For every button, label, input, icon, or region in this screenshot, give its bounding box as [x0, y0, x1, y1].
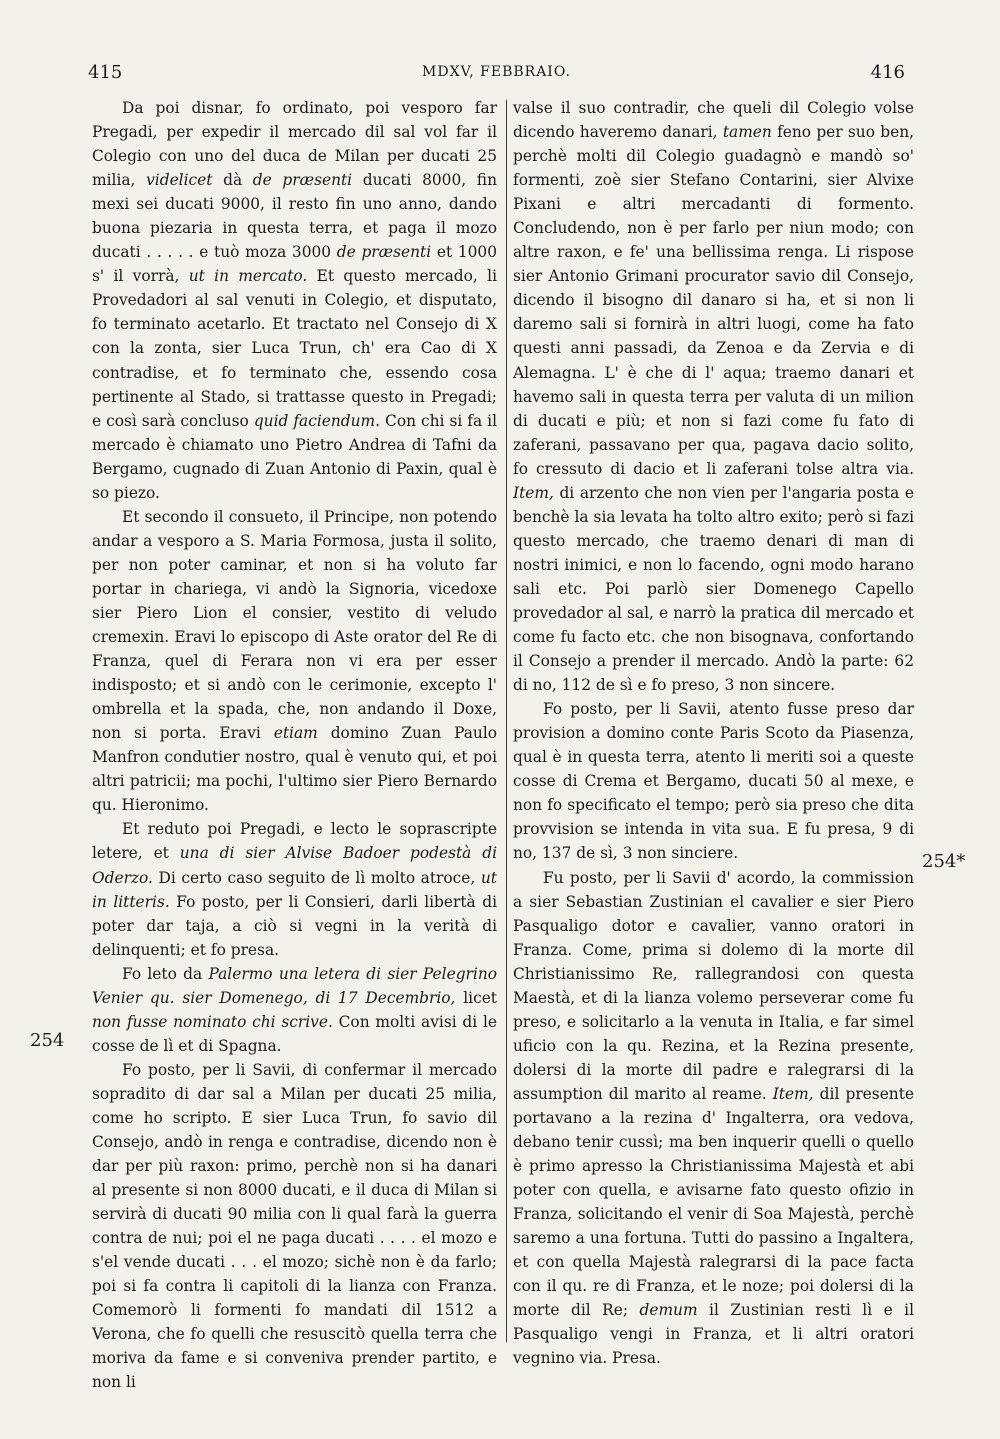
text-run: Fo leto da: [122, 964, 209, 983]
text-run: Et reduto poi Pregadi, e lecto le soprascripte letere, et: [92, 820, 497, 863]
text-run: et 1000 s' il vorrà,: [92, 243, 497, 286]
text-run: Di certo caso seguito de lì molto atroce,: [152, 868, 481, 887]
margin-note-right: 254*: [922, 851, 966, 872]
paragraph: [513, 697, 914, 865]
text-run: il Zustinian resti lì e il Pasqualigo vengi in Franza, et li altri oratori vegnino via. Presa.: [513, 1301, 915, 1368]
text-run: Fo posto, per li Consieri, darli libertà di poter dar taja, a ciò si vegni in la verità di delinquenti; et fo presa.: [92, 892, 497, 959]
italic-text: una di sier Alvise Badoer podestà di Oderzo.: [92, 844, 497, 887]
page-number-left: 415: [88, 62, 123, 83]
paragraph: [92, 96, 497, 505]
text-run: domino Zuan Paulo Manfron condutier nostro, qual è venuto qui, et poi altri patricii; ma pochi, l'ultimo sier Piero Bernardo qu. Hieronimo.: [92, 724, 498, 815]
italic-text: videlicet: [146, 171, 213, 190]
text-run: Et secondo il consueto, il Principe, non potendo andar a vesporo a S. Maria Formosa, justa il solito, per non poter caminar, et non si ha voluto far portar in chariega, vi andò la Signoria, vicedoxe sier Piero Lion el consier, vestito di veludo cremexin. Eravi lo episcopo di Aste orator del Re di Franza, quel di Ferara non vi era per esser indisposto; et si andò con le cerimonie, excepto l' ombrella et la spada, che, non andando il Doxe, non si porta. Eravi: [92, 507, 497, 743]
column-divider: [506, 100, 507, 1342]
margin-note-left: 254: [30, 1030, 65, 1051]
text-run: Con molti avisi di le cosse de lì et di Spagna.: [92, 1012, 497, 1055]
text-run: feno per suo ben, perchè molti dil Colegio guadagnò e mandò so' formenti, zoè sier Stefano Contarini, sier Alvixe Pixani e altri mercadanti di formento. Concludendo, non è per farlo per niun modo; con altre raxon, e fe' una bellissima renga. Li rispose sier Antonio Grimani procurator savio dil Consejo, dicendo il bisogno dil danaro si ha, et si non li daremo sali si fornirà in altri luogi, come ha fato questi anni passadi, da Zenoa e da Zervia e di Alemagna. L' è che di l' aqua; traemo danari et havemo sali in questa terra per valuta di un milion di ducati e più; et non si fazi come fu fato di zaferani, passavano per qua, pagava dacio solito, fo cressuto di dacio et li zaferani tolse altra via.: [513, 123, 914, 478]
text-run: ducati 8000, fin mexi sei ducati 9000, il resto fin uno anno, dando buona piezaria in questa terra, et paga il mozo ducati . . . . . e tuò moza 3000: [92, 171, 497, 262]
text-run: Fo posto, per li Savii, di confermar il mercado sopradito di dar sal a Milan per ducati 25 milia, come ho scripto. E sier Luca Trun, fo savio dil Consejo, andò in renga e contradise, dicendo non è dar per più raxon: primo, perchè non si ha danari al presente si non 8000 ducati, e il duca di Milan si servirà di ducati 90 milia con li qual farà la guerra contra de nui; poi el ne paga ducati . . . . el mozo e s'el vende ducati . . . el mozo; sichè non è da farlo; poi si fa contra li capitoli di la lianza con Franza. Comemorò li formenti fo mandati dil 1512 a Verona, che fo quelli che resuscitò quella terra che moriva da fame e si conveniva prender partito, e non li: [92, 1060, 497, 1392]
paragraph: [92, 1058, 497, 1395]
left-column: [92, 96, 497, 1395]
italic-text: Item,: [772, 1084, 814, 1103]
text-run: dà: [212, 171, 253, 190]
italic-text: tamen: [722, 123, 772, 142]
text-run: licet: [455, 988, 497, 1007]
italic-text: demum: [639, 1301, 698, 1320]
page-header: [88, 62, 905, 86]
text-run: Et questo mercado, li Provedadori al sal venuti in Colegio, et disputato, fo terminato acetarlo. Et tractato nel Consejo di X con la zonta, sier Luca Trun, ch' era Cao di X contradise, et fo terminato che, essendo cosa pertinente al Stado, si trattasse questo in Pregadi; e così sarà concluso: [92, 267, 497, 430]
text-run: Con chi si fa il mercado è chiamato uno Pietro Andrea di Tafni da Bergamo, cugnado di Zuan Antonio di Paxin, qual è so piezo.: [92, 411, 497, 502]
paragraph: [92, 817, 497, 961]
text-run: Fo posto, per li Savii, atento fusse preso dar provision a domino conte Paris Scoto da Piasenza, qual è in questa terra, atento li meriti soi a queste cosse di Crema et Bergamo, ducati 50 al mexe, e non fo specificato el tempo; però sia preso che dita provvision se intenda in vita sua. E fu presa, 9 di no, 137 de sì, 3 non sinciere.: [513, 700, 914, 863]
text-run: valse il suo contradir, che queli dil Colegio volse dicendo haveremo danari,: [513, 99, 914, 142]
italic-text: etiam: [273, 724, 318, 743]
text-run: di arzento che non vien per l'angaria posta e benchè la sia levata ha tolto altro exito; però si fazi questo mercado, che traemo denari di man di nostri inimici, e non lo facendo, ogni modo harano sali etc. Poi parlò sier Domenego Capello provedador al sal, e narrò la pratica dil mercado et come fu facto etc. che non bisognava, confortando il Consejo a prender il mercado. Andò la parte: 62 di no, 112 de sì e fo preso, 3 non sincere.: [513, 483, 914, 695]
italic-text: ut in mercato.: [188, 267, 308, 286]
italic-text: de præsenti: [252, 171, 353, 190]
paragraph: [513, 96, 914, 697]
italic-text: Palermo una letera di sier Pelegrino Venier qu. sier Domenego, di 17 Decembrio,: [92, 964, 497, 1007]
paragraph: [92, 962, 497, 1058]
page-number-right: 416: [870, 62, 905, 83]
paragraph: [513, 866, 914, 1371]
italic-text: ut in litteris.: [92, 868, 497, 911]
paragraph: [92, 505, 497, 818]
italic-text: de præsenti: [336, 243, 432, 262]
italic-text: non fusse nominato chi scrive.: [92, 1012, 333, 1031]
text-run: Da poi disnar, fo ordinato, poi vesporo far Pregadi, per expedir il mercado dil sal vol far il Colegio con uno del duca de Milan per ducati 25 milia,: [92, 99, 497, 190]
italic-text: Item,: [513, 483, 554, 502]
italic-text: quid faciendum.: [253, 411, 381, 430]
right-column: [513, 96, 914, 1370]
text-run: dil presente portavano a la rezina d' Ingalterra, ora vedova, debano tenir cussì; ma ben inquerir quelli o quello è primo apresso la Christianissima Majestà et abi poter con quella, e avisarne fato questo ofizio in Franza, solicitando el venir di Soa Majestà, perchè saremo a una fortuna. Tutti do passino a Ingaltera, et con quella Majestà ralegrarsi di la pace facta con il qu. re di Franza, et le noze; poi dolersi di la morte dil Re;: [513, 1084, 915, 1320]
text-run: Fu posto, per li Savii d' acordo, la commission a sier Sebastian Zustinian el cavalier e sier Piero Pasqualigo dotor e cavalier, vanno oratori in Franza. Come, prima si dolemo di la morte dil Christianissimo Re, rallegrandosi con questa Maestà, et di la lianza volemo perseverar come fu preso, e solicitarlo a la venuta in Italia, e far simel uficio con la qu. Rezina, et la Rezina presente, dolersi di la morte dil padre e ralegrarsi di la assumption dil marito al reame.: [513, 868, 914, 1103]
running-head: MDXV, FEBBRAIO.: [422, 64, 571, 80]
